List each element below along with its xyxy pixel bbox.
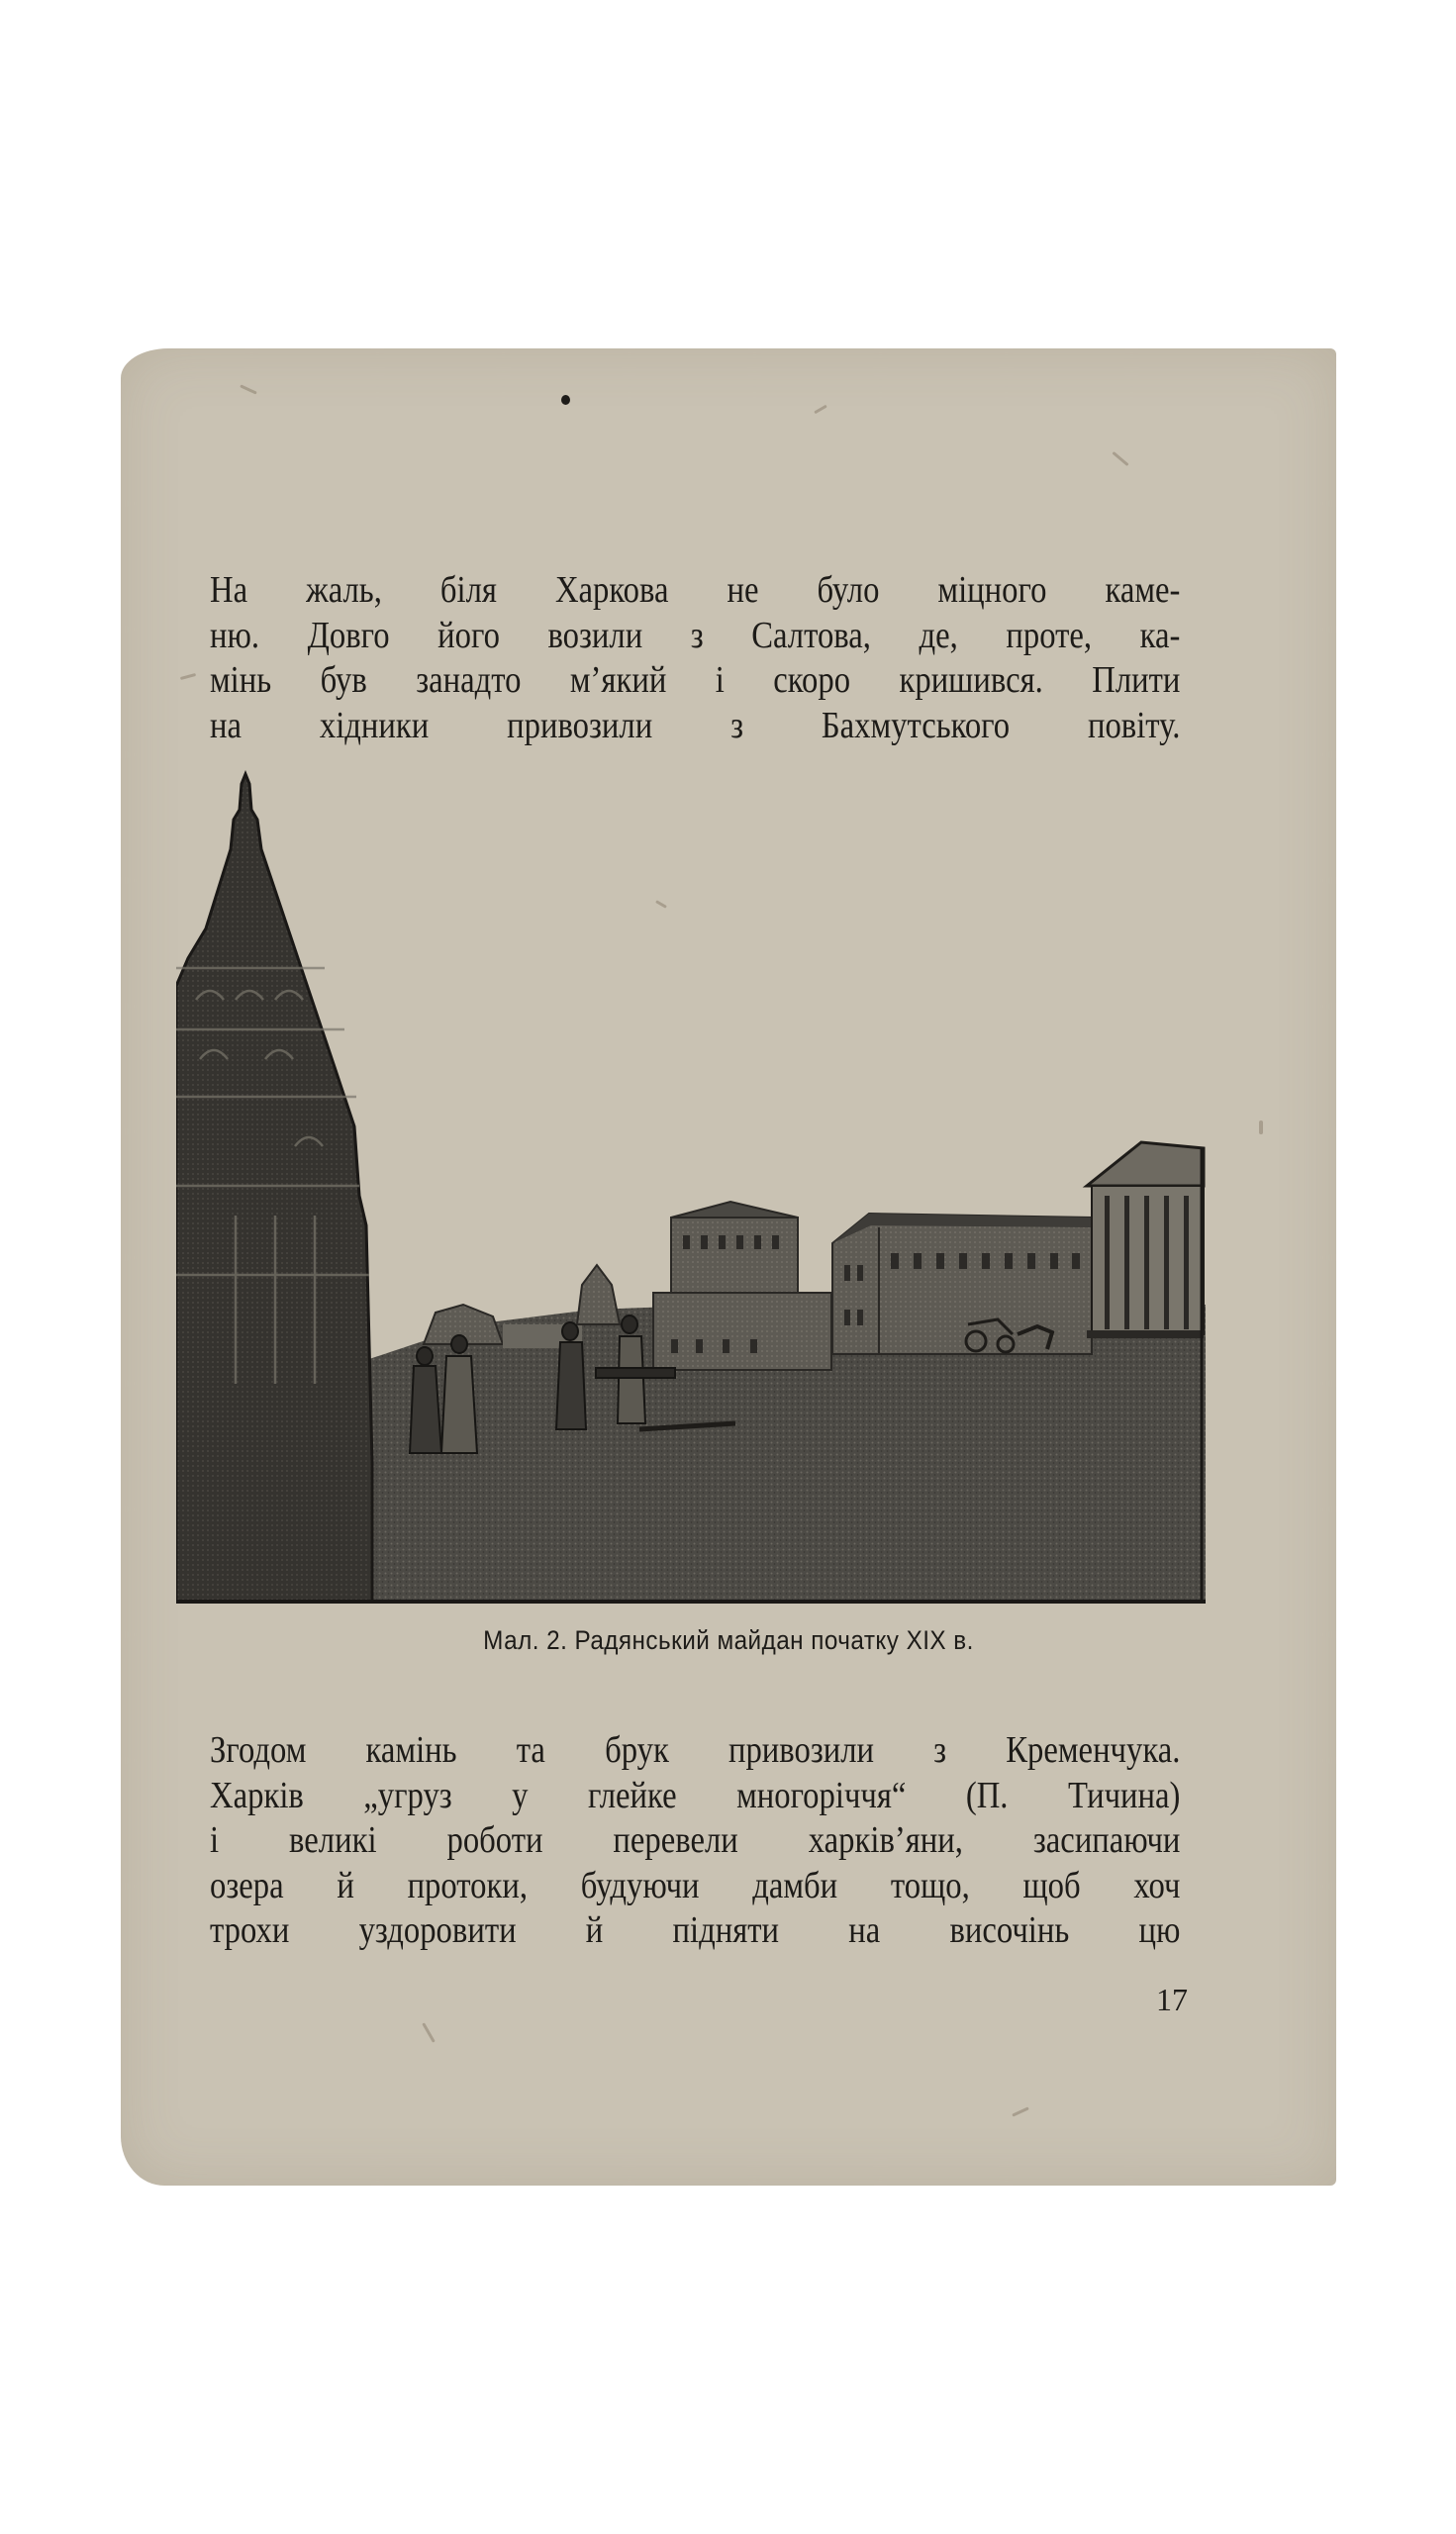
paper-fleck [422, 2022, 436, 2043]
text-line: трохи уздоровити й підняти на височінь цю [210, 1909, 1181, 1951]
columned-building [1087, 1142, 1204, 1338]
paper-fleck [1012, 2106, 1029, 2116]
paper-fleck [814, 405, 827, 415]
ink-dot [561, 395, 570, 405]
bell-tower [176, 774, 372, 1604]
text-line: мінь був занадто м’який і скоро кришився. Плити [210, 659, 1181, 701]
text-line: і великі роботи перевели харків’яни, засипаючи [210, 1819, 1181, 1861]
text-line: На жаль, біля Харкова не було міцного каме- [210, 569, 1181, 611]
illustration [176, 770, 1206, 1604]
text-line: Згодом камінь та брук привозили з Кременчука. [210, 1729, 1181, 1771]
top-paragraph [210, 568, 1180, 748]
text-line: ню. Довго його возили з Салтова, де, проте, ка- [210, 614, 1181, 656]
text-line: Харків „угруз у глейке многоріччя“ (П. Тичина) [210, 1774, 1181, 1816]
long-building [832, 1214, 1092, 1354]
middle-building [653, 1202, 831, 1370]
small-houses [424, 1305, 582, 1348]
paper-fleck [1112, 451, 1128, 466]
paper-fleck [180, 673, 196, 680]
page-number: 17 [1156, 1982, 1188, 2017]
book-page [121, 348, 1336, 2186]
figure-caption: Мал. 2. Радянський майдан початку XIX в. [483, 1625, 974, 1655]
bottom-paragraph [210, 1728, 1180, 1954]
paper-fleck [240, 384, 257, 394]
text-line: озера й протоки, будуючи дамби тощо, щоб хоч [210, 1864, 1181, 1906]
text-line: на хідники привозили з Бахмутського повіту. [210, 704, 1181, 746]
paper-fleck [1259, 1121, 1263, 1134]
